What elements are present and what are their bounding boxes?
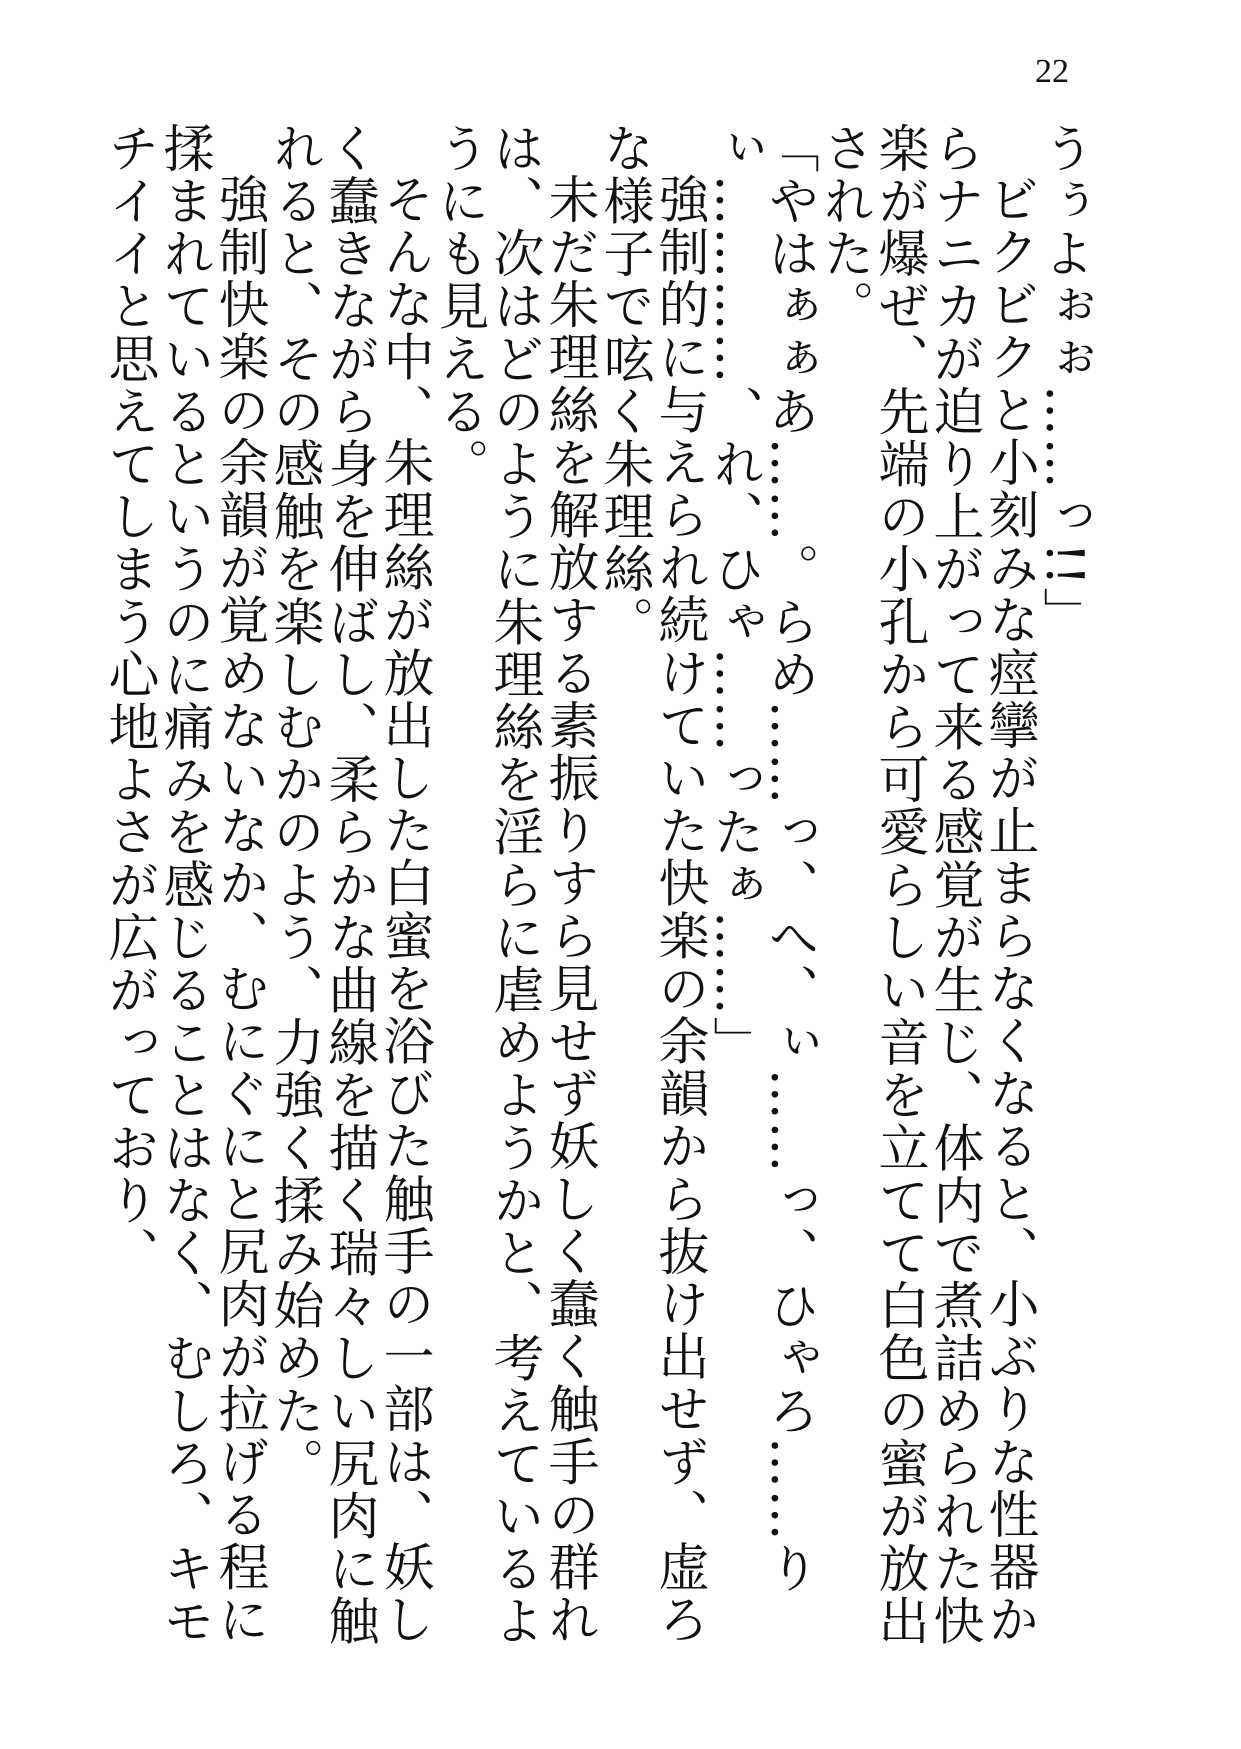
paragraph: うぅよぉぉ……っ!!」 xyxy=(1034,122,1093,640)
paragraph: 強制的に与えられ続けていた快楽の余韻から抜け出せず、虚ろな様子で呟く朱理絲。 xyxy=(594,122,708,1646)
paragraph: 「やはぁぁあ……。らめ……っ、へ、ぃ……っ、ひゃろ……りぃ…………、れ、ひゃ……ったぁ……」 xyxy=(704,122,818,1595)
paragraph: そんな中、朱理絲が放出した白蜜を浴びた触手の一部は、妖しく蠢きながら身を伸ばし、柔らかな曲線を描く瑞々しい尻肉に触れると、その感触を楽しむかのよう、力強く揉み始めた。 xyxy=(264,122,433,1648)
paragraph: 未だ朱理絲を解放する素振りすら見せず妖しく蠢く触手の群れは、次はどのように朱理絲を淫らに虐めようかと、考えているようにも見える。 xyxy=(429,122,598,1648)
paragraph: ビクビクと小刻みな痙攣が止まらなくなると、小ぶりな性器からナニカが迫り上がって来る感覚が生じ、体内で煮詰められた快楽が爆ぜ、先端の小孔から可愛らしい音を立てて白色の蜜が放出された。 xyxy=(814,122,1038,1648)
body-text xyxy=(99,122,1093,1682)
page-number: 22 xyxy=(1035,53,1069,90)
paragraph: 強制快楽の余韻が覚めないなか、むにぐにと尻肉が拉げる程に揉まれているというのに痛みを感じることはなく、むしろ、キモチイイと思えてしまう心地よさが広がっており、 xyxy=(99,122,268,1648)
